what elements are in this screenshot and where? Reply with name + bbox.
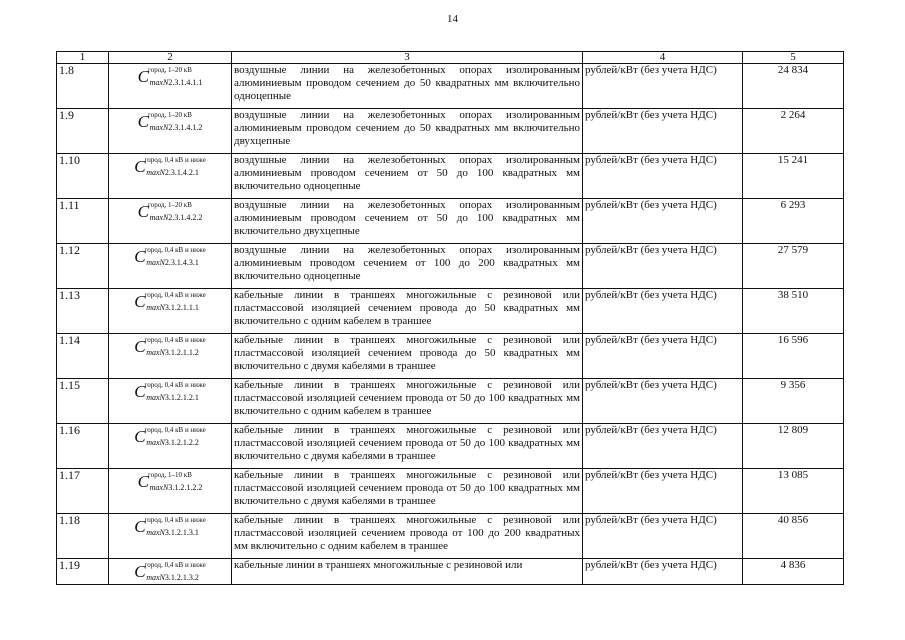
symbol-subscript bbox=[150, 211, 203, 224]
symbol-subscript-var: maxN bbox=[146, 393, 165, 402]
symbol-subscript bbox=[150, 76, 203, 89]
row-value: 15 241 bbox=[743, 154, 844, 199]
row-number: 1.17 bbox=[57, 469, 109, 514]
row-value: 4 836 bbox=[743, 559, 844, 585]
tariff-symbol bbox=[134, 244, 206, 269]
symbol-subscript bbox=[146, 571, 206, 584]
table-row bbox=[57, 514, 844, 559]
row-description: кабельные линии в траншеях многожильные с резиновой или пластмассовой изоляцией сечением провода от 100 до 200 квадратных мм включительно с одним кабелем в траншее bbox=[232, 514, 583, 559]
column-header-1: 1 bbox=[57, 52, 109, 64]
row-unit: рублей/кВт (без учета НДС) bbox=[583, 244, 743, 289]
symbol-superscript: город, 1–20 кВ bbox=[148, 201, 192, 209]
tariff-symbol bbox=[134, 154, 206, 179]
symbol-superscript: город, 0,4 кВ и ниже bbox=[144, 426, 206, 434]
table-row bbox=[57, 64, 844, 109]
tariff-code bbox=[109, 154, 232, 199]
tariff-code bbox=[109, 109, 232, 154]
symbol-superscript: город, 0,4 кВ и ниже bbox=[144, 516, 206, 524]
row-unit: рублей/кВт (без учета НДС) bbox=[583, 379, 743, 424]
symbol-subscript-code: 3.1.2.1.3.2 bbox=[164, 573, 199, 582]
symbol-c: C bbox=[134, 427, 146, 446]
symbol-subscript-var: maxN bbox=[146, 168, 165, 177]
symbol-c: C bbox=[134, 157, 146, 176]
symbol-superscript: город, 1–10 кВ bbox=[148, 471, 192, 479]
row-number: 1.9 bbox=[57, 109, 109, 154]
tariff-symbol bbox=[138, 199, 203, 224]
symbol-subscript-code: 2.3.1.4.1.2 bbox=[168, 123, 203, 132]
row-number: 1.19 bbox=[57, 559, 109, 585]
row-unit: рублей/кВт (без учета НДС) bbox=[583, 154, 743, 199]
tariff-code bbox=[109, 379, 232, 424]
symbol-subscript-var: maxN bbox=[149, 123, 169, 132]
symbol-subscript-var: maxN bbox=[146, 348, 165, 357]
symbol-c: C bbox=[134, 382, 146, 401]
tariff-table bbox=[56, 51, 844, 585]
column-header-2: 2 bbox=[109, 52, 232, 64]
table-row bbox=[57, 559, 844, 585]
tariff-code bbox=[109, 244, 232, 289]
symbol-c: C bbox=[134, 562, 146, 581]
row-number: 1.8 bbox=[57, 64, 109, 109]
row-number: 1.18 bbox=[57, 514, 109, 559]
symbol-subscript-var: maxN bbox=[146, 258, 165, 267]
tariff-code bbox=[109, 424, 232, 469]
row-description: воздушные линии на железобетонных опорах изолированным алюминиевым проводом сечением от 50 до 100 квадратных мм включительно одноцепные bbox=[232, 154, 583, 199]
tariff-code bbox=[109, 469, 232, 514]
row-value: 16 596 bbox=[743, 334, 844, 379]
table-row bbox=[57, 424, 844, 469]
symbol-superscript: город, 0,4 кВ и ниже bbox=[144, 381, 206, 389]
row-unit: рублей/кВт (без учета НДС) bbox=[583, 64, 743, 109]
tariff-symbol bbox=[134, 424, 206, 449]
table-row bbox=[57, 289, 844, 334]
row-number: 1.14 bbox=[57, 334, 109, 379]
symbol-c: C bbox=[134, 292, 146, 311]
row-description: кабельные линии в траншеях многожильные с резиновой или пластмассовой изоляцией сечением провода от 50 до 100 квадратных мм включительно с двумя кабелями в траншее bbox=[232, 469, 583, 514]
symbol-subscript-var: maxN bbox=[149, 213, 169, 222]
table-row bbox=[57, 379, 844, 424]
row-unit: рублей/кВт (без учета НДС) bbox=[583, 199, 743, 244]
table-row bbox=[57, 199, 844, 244]
row-unit: рублей/кВт (без учета НДС) bbox=[583, 469, 743, 514]
symbol-subscript-code: 3.1.2.1.1.2 bbox=[164, 348, 199, 357]
row-description: воздушные линии на железобетонных опорах изолированным алюминиевым проводом сечением до 50 квадратных мм включительно одноцепные bbox=[232, 64, 583, 109]
symbol-subscript-code: 3.1.2.1.3.1 bbox=[164, 528, 199, 537]
row-value: 12 809 bbox=[743, 424, 844, 469]
tariff-symbol bbox=[138, 109, 203, 134]
symbol-c: C bbox=[137, 472, 149, 491]
table-row bbox=[57, 469, 844, 514]
table-row bbox=[57, 109, 844, 154]
table-row bbox=[57, 154, 844, 199]
table-row bbox=[57, 244, 844, 289]
table-row bbox=[57, 334, 844, 379]
row-description: воздушные линии на железобетонных опорах изолированным алюминиевым проводом сечением от 100 до 200 квадратных мм включительно одноцепные bbox=[232, 244, 583, 289]
symbol-superscript: город, 1–20 кВ bbox=[148, 66, 192, 74]
row-number: 1.12 bbox=[57, 244, 109, 289]
tariff-symbol bbox=[134, 514, 206, 539]
row-value: 40 856 bbox=[743, 514, 844, 559]
symbol-subscript bbox=[150, 481, 203, 494]
row-unit: рублей/кВт (без учета НДС) bbox=[583, 559, 743, 585]
tariff-symbol bbox=[138, 469, 203, 494]
row-value: 9 356 bbox=[743, 379, 844, 424]
symbol-c: C bbox=[134, 337, 146, 356]
tariff-code bbox=[109, 514, 232, 559]
symbol-subscript bbox=[146, 256, 206, 269]
row-value: 6 293 bbox=[743, 199, 844, 244]
tariff-symbol bbox=[134, 334, 206, 359]
symbol-subscript-code: 2.3.1.4.3.1 bbox=[164, 258, 199, 267]
row-value: 24 834 bbox=[743, 64, 844, 109]
row-value: 13 085 bbox=[743, 469, 844, 514]
symbol-c: C bbox=[137, 202, 149, 221]
row-unit: рублей/кВт (без учета НДС) bbox=[583, 109, 743, 154]
symbol-subscript-code: 3.1.2.1.2.2 bbox=[168, 483, 203, 492]
column-header-4: 4 bbox=[583, 52, 743, 64]
symbol-superscript: город, 0,4 кВ и ниже bbox=[144, 561, 206, 569]
symbol-subscript-var: maxN bbox=[146, 303, 165, 312]
page-number: 14 bbox=[447, 13, 458, 25]
row-number: 1.11 bbox=[57, 199, 109, 244]
row-description: кабельные линии в траншеях многожильные с резиновой или пластмассовой изоляцией сечением провода от 50 до 100 квадратных мм включительно с двумя кабелями в траншее bbox=[232, 424, 583, 469]
row-value: 38 510 bbox=[743, 289, 844, 334]
symbol-subscript-code: 2.3.1.4.1.1 bbox=[168, 78, 203, 87]
tariff-symbol bbox=[134, 379, 206, 404]
column-header-3: 3 bbox=[232, 52, 583, 64]
symbol-subscript-code: 2.3.1.4.2.1 bbox=[164, 168, 199, 177]
row-value: 2 264 bbox=[743, 109, 844, 154]
tariff-code bbox=[109, 289, 232, 334]
symbol-subscript-code: 3.1.2.1.2.1 bbox=[164, 393, 199, 402]
tariff-symbol bbox=[134, 559, 206, 584]
symbol-subscript-var: maxN bbox=[146, 573, 165, 582]
symbol-subscript bbox=[150, 121, 203, 134]
symbol-superscript: город, 0,4 кВ и ниже bbox=[144, 156, 206, 164]
row-number: 1.15 bbox=[57, 379, 109, 424]
symbol-subscript bbox=[146, 301, 206, 314]
row-value: 27 579 bbox=[743, 244, 844, 289]
row-unit: рублей/кВт (без учета НДС) bbox=[583, 289, 743, 334]
row-description: воздушные линии на железобетонных опорах изолированным алюминиевым проводом сечением от 50 до 100 квадратных мм включительно двухцепные bbox=[232, 199, 583, 244]
symbol-subscript-code: 2.3.1.4.2.2 bbox=[168, 213, 203, 222]
row-number: 1.16 bbox=[57, 424, 109, 469]
symbol-c: C bbox=[137, 112, 149, 131]
tariff-code bbox=[109, 199, 232, 244]
symbol-c: C bbox=[137, 67, 149, 86]
row-number: 1.10 bbox=[57, 154, 109, 199]
symbol-subscript-code: 3.1.2.1.2.2 bbox=[164, 438, 199, 447]
symbol-subscript-code: 3.1.2.1.1.1 bbox=[164, 303, 199, 312]
row-unit: рублей/кВт (без учета НДС) bbox=[583, 514, 743, 559]
symbol-superscript: город, 1–20 кВ bbox=[148, 111, 192, 119]
row-description: кабельные линии в траншеях многожильные с резиновой или пластмассовой изоляцией сечением провода до 50 квадратных мм включительно с одним кабелем в траншее bbox=[232, 289, 583, 334]
row-unit: рублей/кВт (без учета НДС) bbox=[583, 424, 743, 469]
symbol-subscript bbox=[146, 166, 206, 179]
symbol-subscript bbox=[146, 526, 206, 539]
table-body bbox=[57, 64, 844, 585]
tariff-symbol bbox=[138, 64, 203, 89]
symbol-subscript bbox=[146, 346, 206, 359]
tariff-symbol bbox=[134, 289, 206, 314]
symbol-superscript: город, 0,4 кВ и ниже bbox=[144, 246, 206, 254]
symbol-subscript bbox=[146, 391, 206, 404]
row-description: воздушные линии на железобетонных опорах изолированным алюминиевым проводом сечением до 50 квадратных мм включительно двухцепные bbox=[232, 109, 583, 154]
tariff-code bbox=[109, 334, 232, 379]
header-row bbox=[57, 52, 844, 64]
symbol-subscript-var: maxN bbox=[149, 78, 169, 87]
symbol-subscript bbox=[146, 436, 206, 449]
row-description: кабельные линии в траншеях многожильные с резиновой или bbox=[232, 559, 583, 585]
symbol-subscript-var: maxN bbox=[146, 528, 165, 537]
symbol-superscript: город, 0,4 кВ и ниже bbox=[144, 291, 206, 299]
symbol-subscript-var: maxN bbox=[146, 438, 165, 447]
symbol-c: C bbox=[134, 247, 146, 266]
tariff-code bbox=[109, 559, 232, 585]
symbol-c: C bbox=[134, 517, 146, 536]
column-header-5: 5 bbox=[743, 52, 844, 64]
tariff-code bbox=[109, 64, 232, 109]
symbol-subscript-var: maxN bbox=[149, 483, 169, 492]
row-number: 1.13 bbox=[57, 289, 109, 334]
row-description: кабельные линии в траншеях многожильные с резиновой или пластмассовой изоляцией сечением провода до 50 квадратных мм включительно с двумя кабелями в траншее bbox=[232, 334, 583, 379]
symbol-superscript: город, 0,4 кВ и ниже bbox=[144, 336, 206, 344]
row-description: кабельные линии в траншеях многожильные с резиновой или пластмассовой изоляцией сечением провода от 50 до 100 квадратных мм включительно с одним кабелем в траншее bbox=[232, 379, 583, 424]
row-unit: рублей/кВт (без учета НДС) bbox=[583, 334, 743, 379]
